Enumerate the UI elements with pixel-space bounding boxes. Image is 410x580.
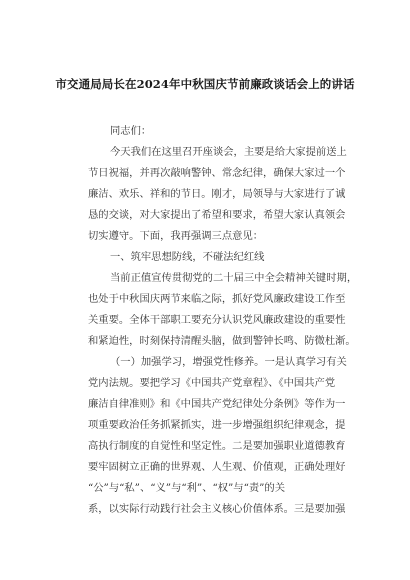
body-line: 也处于中秋国庆两节来临之际，抓好党风廉政建设工作至 <box>88 293 346 305</box>
body-line: 廉洁、欢乐、祥和的节日。刚才，局领导与大家进行了诚 <box>88 188 346 200</box>
body-line: 节日祝福，并再次敲响警钟、常念纪律，确保大家过一个 <box>88 167 346 179</box>
body-line: （一）加强学习，增强党性修养。一是认真学习有关 <box>110 356 347 368</box>
body-line: 恳的交谈，对大家提出了希望和要求，希望大家认真领会 <box>88 209 346 221</box>
body-line: 和紧迫性，时刻保持清醒头脑，做到警钟长鸣、防微杜渐。 <box>88 335 356 347</box>
body-line: 关重要。全体干部职工要充分认识党风廉政建设的重要性 <box>88 314 346 326</box>
body-line: 系，以实际行动践行社会主义核心价值体系。三是要加强 <box>88 503 346 515</box>
salutation: 同志们： <box>110 125 152 137</box>
section-heading: 一、筑牢思想防线，不碰法纪红线 <box>110 251 265 263</box>
body-line: 要牢固树立正确的世界观、人生观、价值观，正确处理好 <box>88 461 346 473</box>
body-line: “公”与“私”、“义”与“利”、“权”与“责”的关 <box>88 482 286 494</box>
body-line: 当前正值宣传贯彻党的二十届三中全会精神关键时期， <box>110 272 358 284</box>
body-line: 廉洁自律准则》和《中国共产党纪律处分条例》等作为一 <box>88 398 346 410</box>
body-line: 高执行制度的自觉性和坚定性。二是要加强职业道德教育 <box>88 440 346 452</box>
body-line: 项重要政治任务抓紧抓实，进一步增强组织纪律观念，提 <box>88 419 346 431</box>
body-line: 今天我们在这里召开座谈会，主要是给大家提前送上 <box>110 146 347 158</box>
body-line: 切实遵守。下面，我再强调三点意见： <box>88 230 264 242</box>
body-line: 党内法规。要把学习《中国共产党章程》、《中国共产党 <box>88 377 336 389</box>
document-title: 市交通局局长在2024年中秋国庆节前廉政谈话会上的讲话 <box>55 77 355 91</box>
